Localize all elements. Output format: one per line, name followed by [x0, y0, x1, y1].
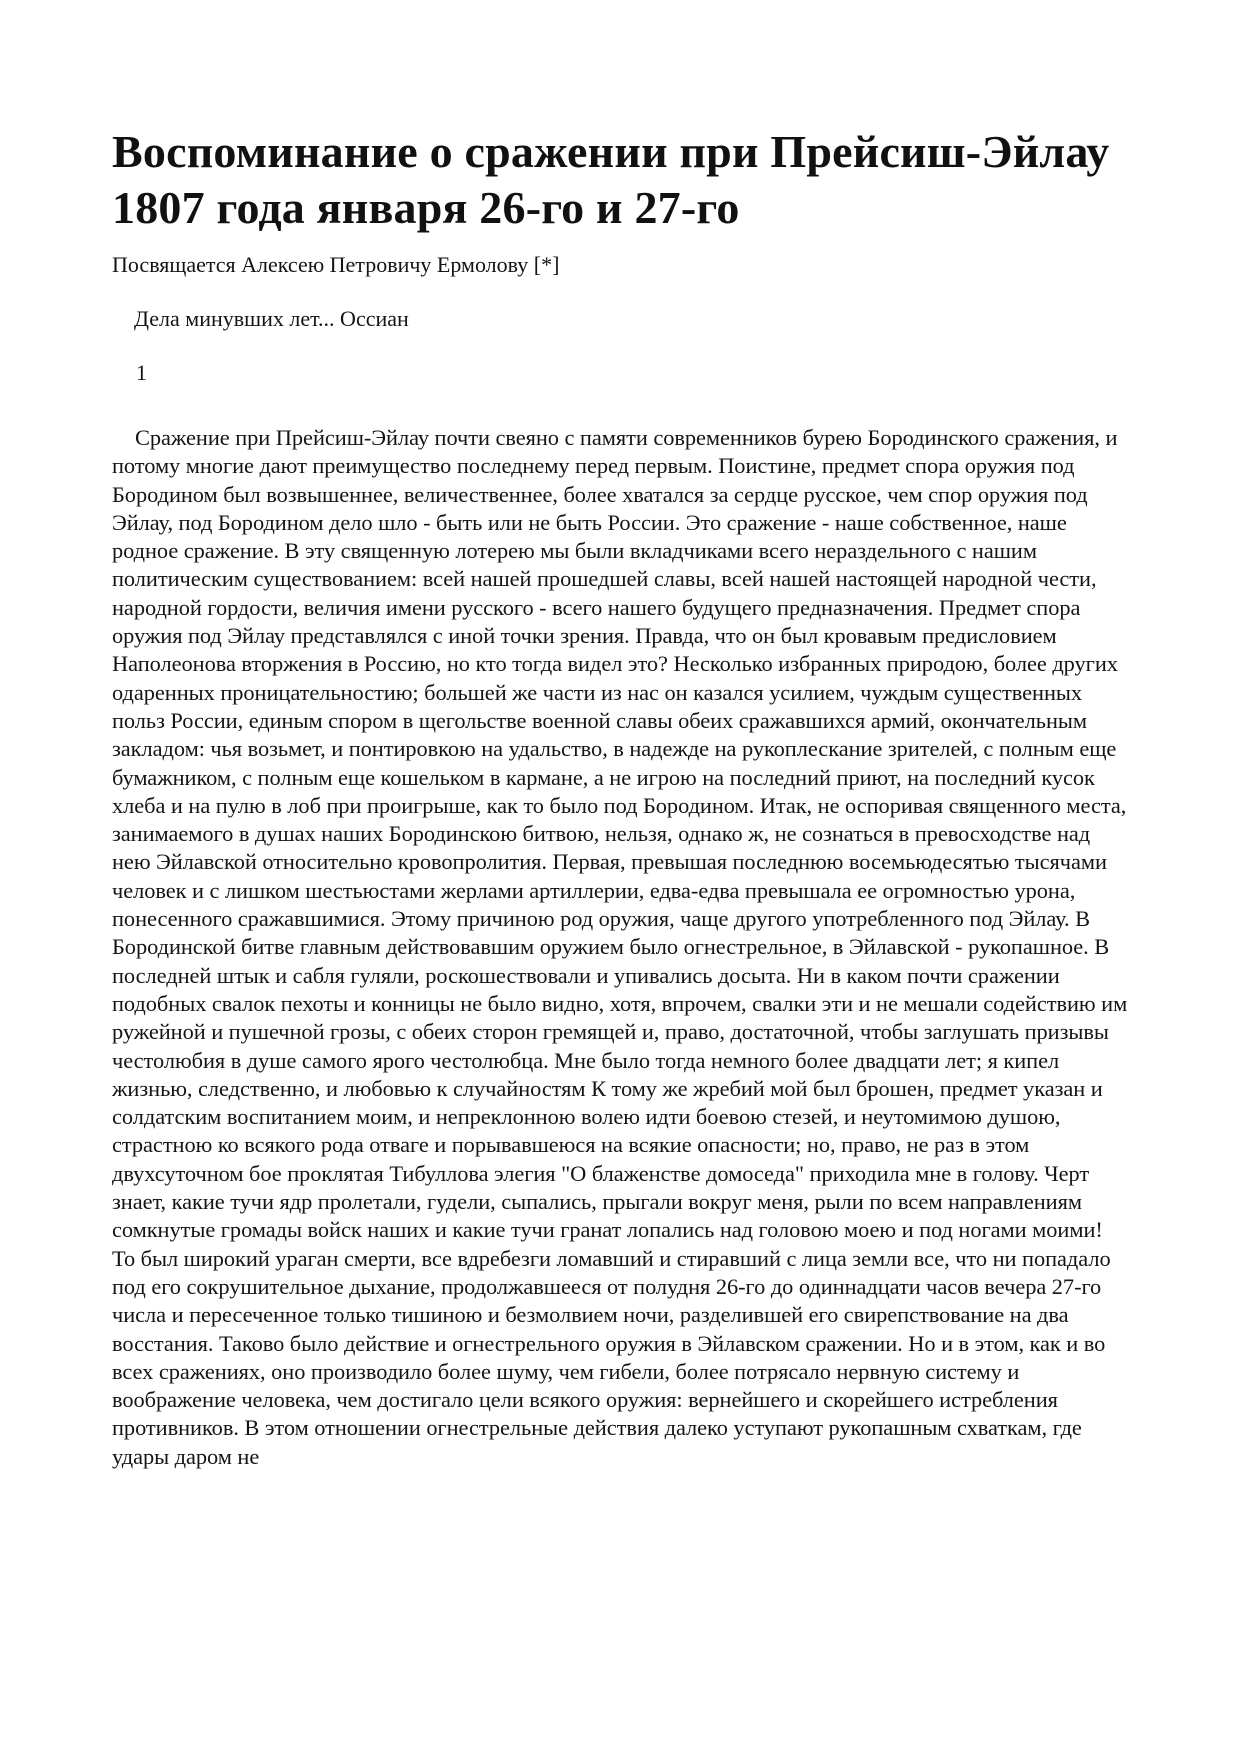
body-paragraph: Сражение при Прейсиш-Эйлау почти свеяно с памяти современников бурею Бородинского сражения, и потому многие дают преимущество последнему перед первым. Поистине, предмет спора оружия под Бородином был возвышеннее, величественнее, более хватался за сердце русское, чем спор оружия под Эйлау, под Бородином дело шло - быть или не быть России. Это сражение - наше собственное, наше родное сражение. В эту священную лотерею мы были вкладчиками всего нераздельного с нашим политическим существованием: всей нашей прошедшей славы, всей нашей настоящей народной чести, народной гордости, величия имени русского - всего нашего будущего предназначения. Предмет спора оружия под Эйлау представлялся с иной точки зрения. Правда, что он был кровавым предисловием Наполеонова вторжения в Россию, но кто тогда видел это? Несколько избранных природою, более других одаренных проницательностию; большей же части из нас он казался усилием, чуждым существенных польз России, единым спором в щегольстве военной славы обеих сражавшихся армий, окончательным закладом: чья возьмет, и понтировкою на удальство, в надежде на рукоплескание зрителей, с полным еще бумажником, с полным еще кошельком в кармане, а не игрою на последний приют, на последний кусок хлеба и на пулю в лоб при проигрыше, как то было под Бородином. Итак, не оспоривая священного места, занимаемого в душах наших Бородинскою битвою, нельзя, однако ж, не сознаться в превосходстве над нею Эйлавской относительно кровопролития. Первая, превышая последнюю восемьюдесятью тысячами человек и с лишком шестьюстами жерлами артиллерии, едва-едва превышала ее огромностью урона, понесенного сражавшимися. Этому причиною род оружия, чаще другого употребленного под Эйлау. В Бородинской битве главным действовавшим оружием было огнестрельное, в Эйлавской - рукопашное. В последней штык и сабля гуляли, роскошествовали и упивались досыта. Ни в каком почти сражении подобных свалок пехоты и конницы не было видно, хотя, впрочем, свалки эти и не мешали содействию им ружейной и пушечной грозы, с обеих сторон гремящей и, право, достаточной, чтобы заглушать призывы честолюбия в душе самого ярого честолюбца. Мне было тогда немного более двадцати лет; я кипел жизнью, следственно, и любовью к случайностям К тому же жребий мой был брошен, предмет указан и солдатским воспитанием моим, и непреклонною волею идти боевою стезей, и неутомимою душою, страстною ко всякого рода отваге и порывавшеюся на всякие опасности; но, право, не раз в этом двухсуточном бое проклятая Тибуллова элегия "О блаженстве домоседа" приходила мне в голову. Черт знает, какие тучи ядр пролетали, гудели, сыпались, прыгали вокруг меня, рыли по всем направлениям сомкнутые громады войск наших и какие тучи гранат лопались над головою моею и под ногами моими! То был широкий ураган смерти, все вдребезги ломавший и стиравший с лица земли все, что ни попадало под его сокрушительное дыхание, продолжавшееся от полудня 26-го до одиннадцати часов вечера 27-го числа и пересеченное только тишиною и безмолвием ночи, разделившей его свирепствование на два восстания. Таково было действие и огнестрельного оружия в Эйлавском сражении. Но и в этом, как и во всех сражениях, оно производило более шуму, чем гибели, более потрясало нервную систему и воображение человека, чем достигало цели всякого оружия: вернейшего и скорейшего истребления противников. В этом отношении огнестрельные действия далеко уступают рукопашным схваткам, где удары даром не [112, 425, 1128, 1469]
document-page [112, 124, 1130, 1471]
dedication: Посвящается Алексею Петровичу Ермолову [*] [112, 252, 560, 277]
chapter-number: 1 [136, 360, 147, 385]
document-title: Воспоминание о сражении при Прейсиш-Эйлау 1807 года января 26-го и 27-го [112, 126, 1110, 233]
epigraph: Дела минувших лет... Оссиан [134, 306, 409, 331]
